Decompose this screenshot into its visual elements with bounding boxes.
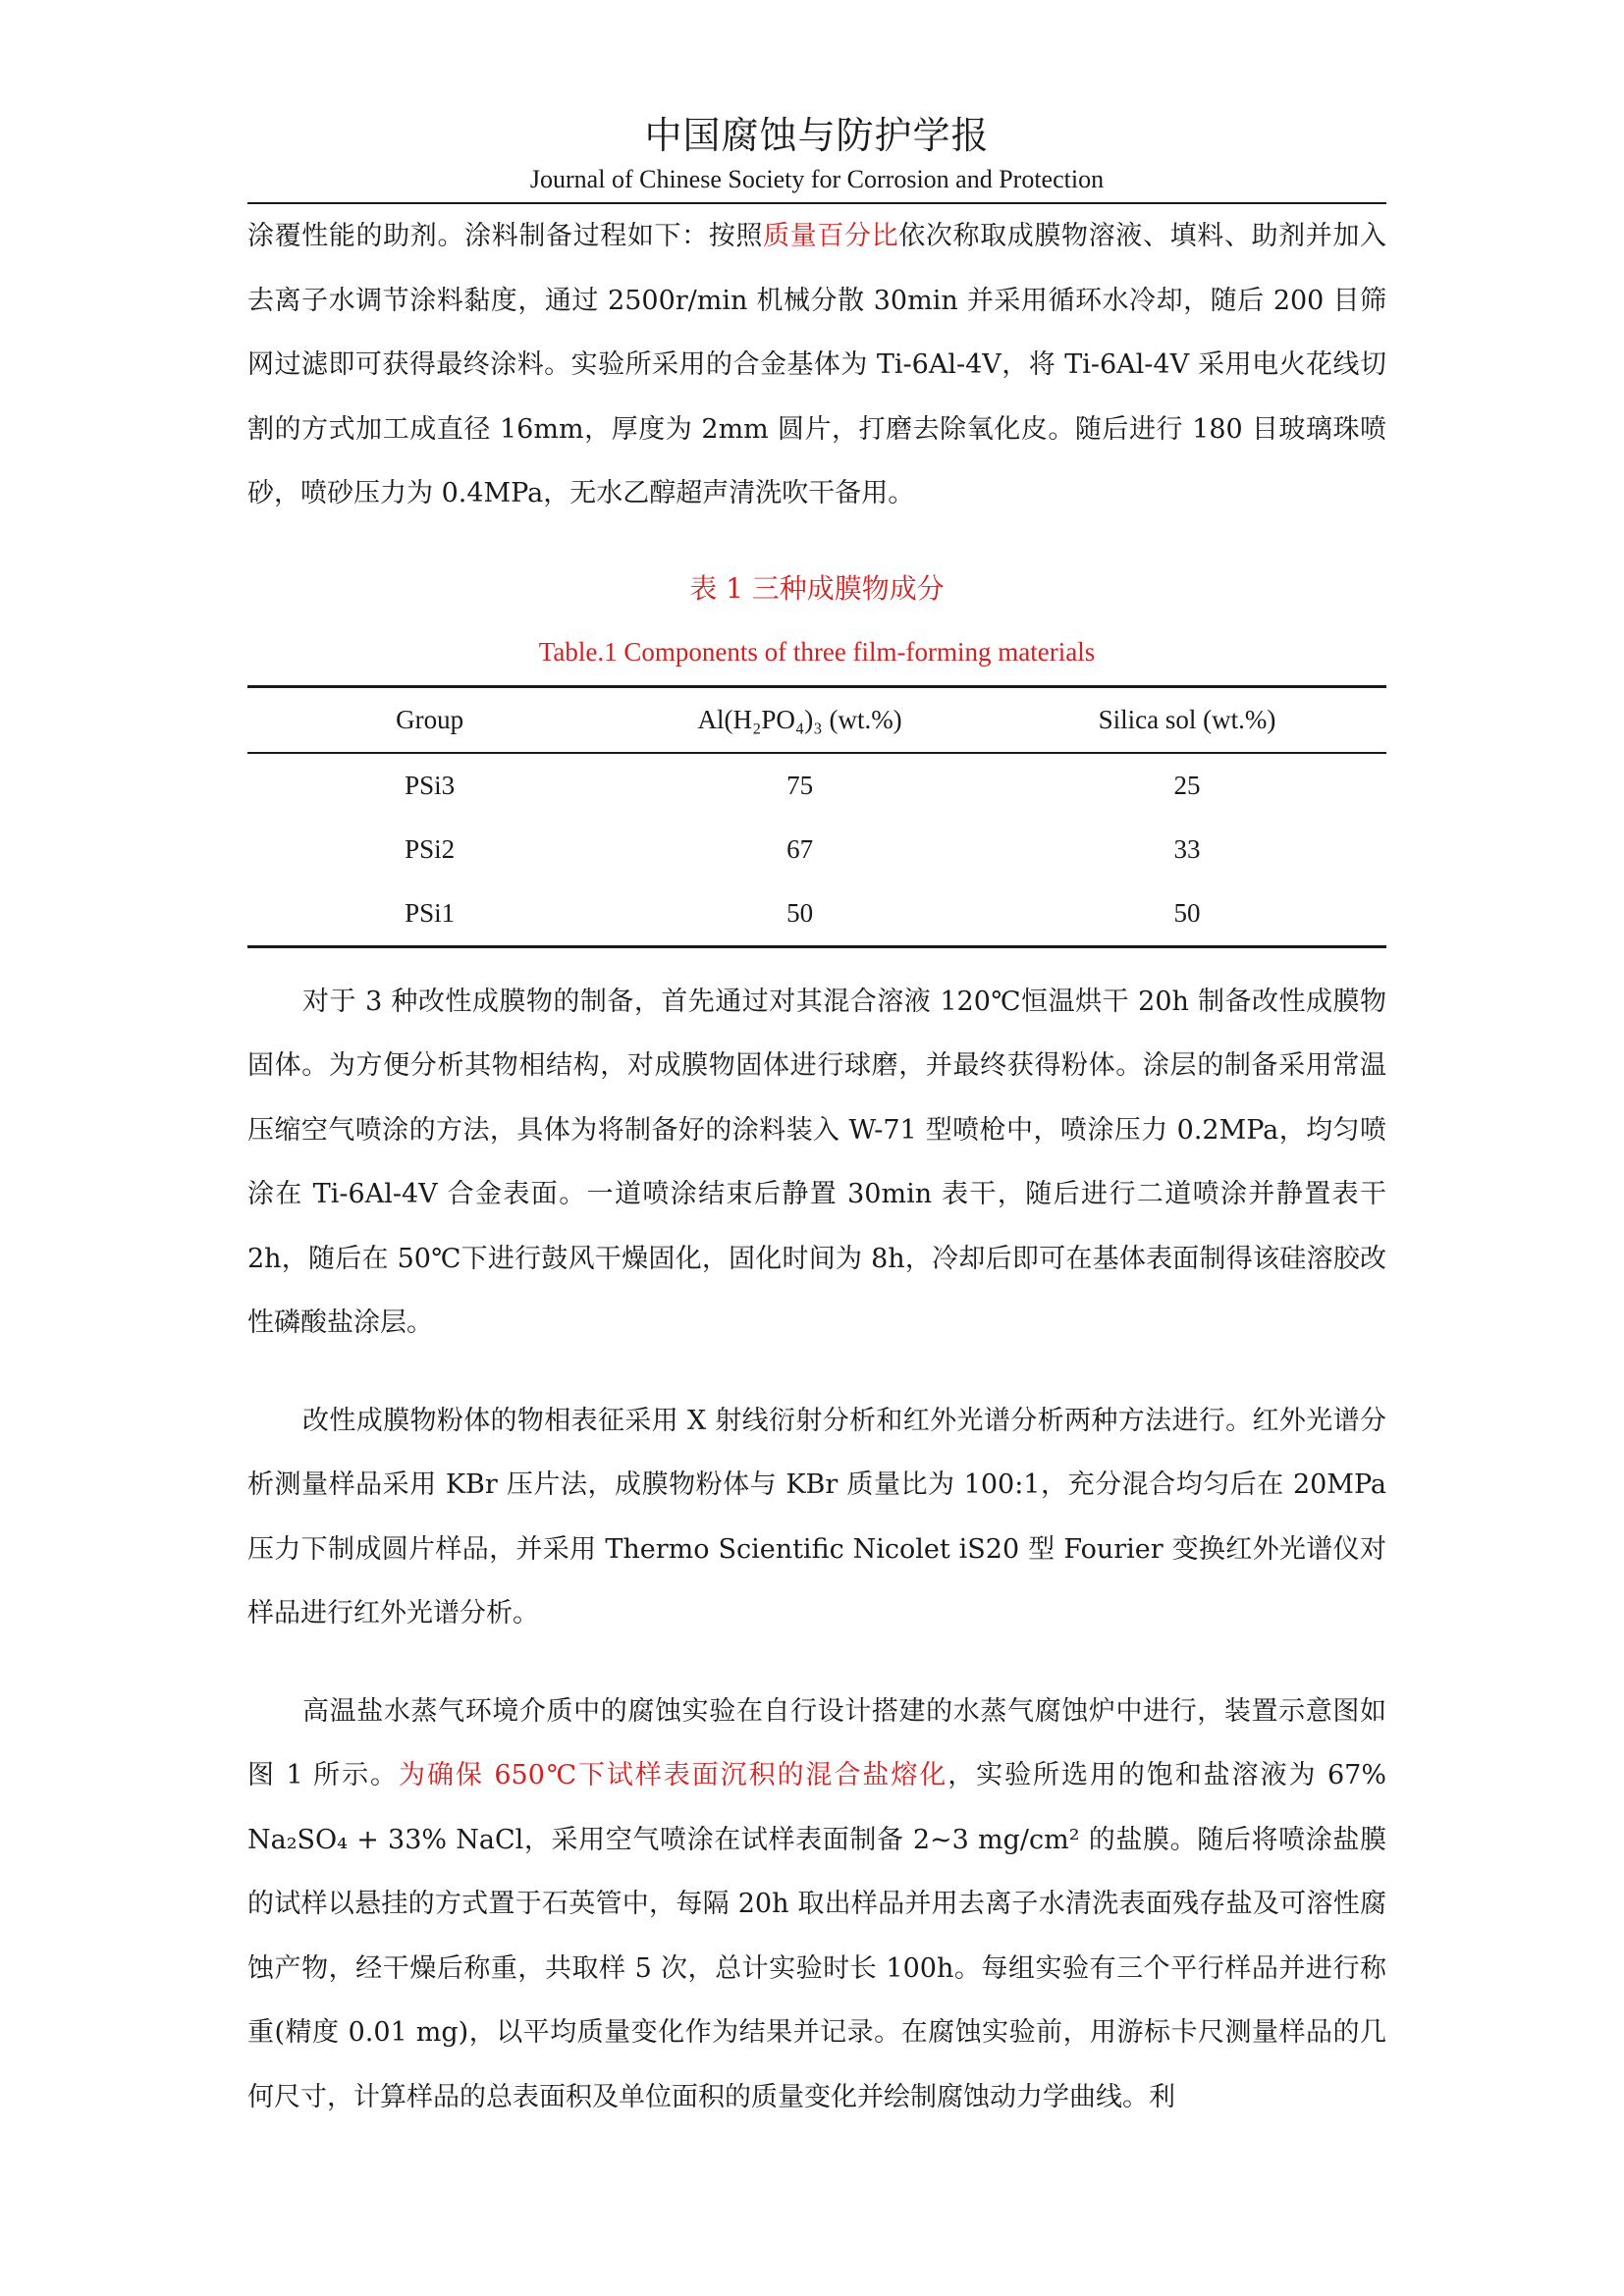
components-table [247, 685, 1386, 948]
table-caption-cn: 表 1 三种成膜物成分 [689, 571, 945, 605]
paragraph-coating-preparation [247, 204, 1386, 526]
paragraph-text: 高温盐水蒸气环境介质中的腐蚀实验在自行设计搭建的水蒸气腐蚀炉中进行，装置示意图如图 1 所示。 [247, 1695, 1386, 1790]
column-header-silica-sol: Silica sol (wt.%) [1098, 704, 1276, 734]
table-cell: 33 [1173, 833, 1201, 864]
paragraph-phase-characterization: 改性成膜物粉体的物相表征采用 X 射线衍射分析和红外光谱分析两种方法进行。红外光谱分析测量样品采用 KBr 压片法，成膜物粉体与 KBr 质量比为 100:1，充分混合均匀后在 20MPa 压力下制成圆片样品，并采用 Thermo Scientific Nicolet iS20 型 Fourier 变换红外光谱仪对样品进行红外光谱分析。 [247, 1405, 1386, 1629]
column-header-group: Group [396, 704, 464, 734]
table-caption [247, 569, 1386, 671]
page [247, 108, 1386, 2129]
table-caption-en: Table.1 Components of three film-forming materials [538, 636, 1096, 667]
journal-title-cn: 中国腐蚀与防护学报 [644, 114, 990, 157]
table-cell: 50 [1173, 897, 1201, 928]
table-cell: 25 [1173, 770, 1201, 800]
table-cell: 50 [786, 897, 814, 928]
table-row [247, 818, 1386, 881]
table-cell: 67 [786, 833, 814, 864]
paragraph-text: 涂覆性能的助剂。涂料制备过程如下：按照 [247, 221, 764, 251]
table-cell: PSi1 [405, 897, 456, 928]
table-cell: PSi2 [405, 833, 456, 864]
journal-header [247, 108, 1386, 204]
highlighted-text: 为确保 650℃下试样表面沉积的混合盐熔化 [399, 1760, 948, 1790]
paragraph-gap [247, 1646, 1386, 1680]
table-row [247, 753, 1386, 818]
paragraph-text: 依次称取成膜物溶液、填料、助剂并加入去离子水调节涂料黏度，通过 2500r/min 机械分散 30min 并采用循环水冷却，随后 200 目筛网过滤即可获得最终涂料。实验所采用的合金基体为 Ti-6Al-4V，将 Ti-6Al-4V 采用电火花线切割的方式加工成直径 16mm，厚度为 2mm 圆片，打磨去除氧化皮。随后进行 180 目玻璃珠喷砂，喷砂压力为 0.4MPa，无水乙醇超声清洗吹干备用。 [247, 221, 1387, 508]
table-row [247, 881, 1386, 947]
paragraph-film-preparation: 对于 3 种改性成膜物的制备，首先通过对其混合溶液 120℃恒温烘干 20h 制备改性成膜物固体。为方便分析其物相结构，对成膜物固体进行球磨，并最终获得粉体。涂层的制备采用常温压缩空气喷涂的方法，具体为将制备好的涂料装入 W-71 型喷枪中，喷涂压力 0.2MPa，均匀喷涂在 Ti-6Al-4V 合金表面。一道喷涂结束后静置 30min 表干，随后进行二道喷涂并静置表干 2h，随后在 50℃下进行鼓风干燥固化，固化时间为 8h，冷却后即可在基体表面制得该硅溶胶改性磷酸盐涂层。 [247, 986, 1386, 1338]
highlighted-text: 质量百分比 [763, 221, 899, 251]
journal-title-en: Journal of Chinese Society for Corrosion and Protection [529, 165, 1105, 193]
column-header-phosphate: Al(H₂PO₄)₃ (wt.%) [697, 704, 902, 734]
paragraph-text: ，实验所选用的饱和盐溶液为 67% Na₂SO₄ + 33% NaCl，采用空气喷涂在试样表面制备 2~3 mg/cm² 的盐膜。随后将喷涂盐膜的试样以悬挂的方式置于石英管中，每隔 20h 取出样品并用去离子水清洗表面残存盐及可溶性腐蚀产物，经干燥后称重，共取样 5 次，总计实验时长 100h。每组实验有三个平行样品并进行称重(精度 0.01 mg)，以平均质量变化作为结果并记录。在腐蚀实验前，用游标卡尺测量样品的几何尺寸，计算样品的总表面积及单位面积的质量变化并绘制腐蚀动力学曲线。利 [247, 1760, 1386, 2112]
table-header-row [247, 686, 1386, 753]
table-cell: 75 [786, 770, 814, 800]
table-cell: PSi3 [405, 770, 456, 800]
paragraph-corrosion-experiment [247, 1680, 1386, 2130]
paragraph-gap [247, 1356, 1386, 1389]
